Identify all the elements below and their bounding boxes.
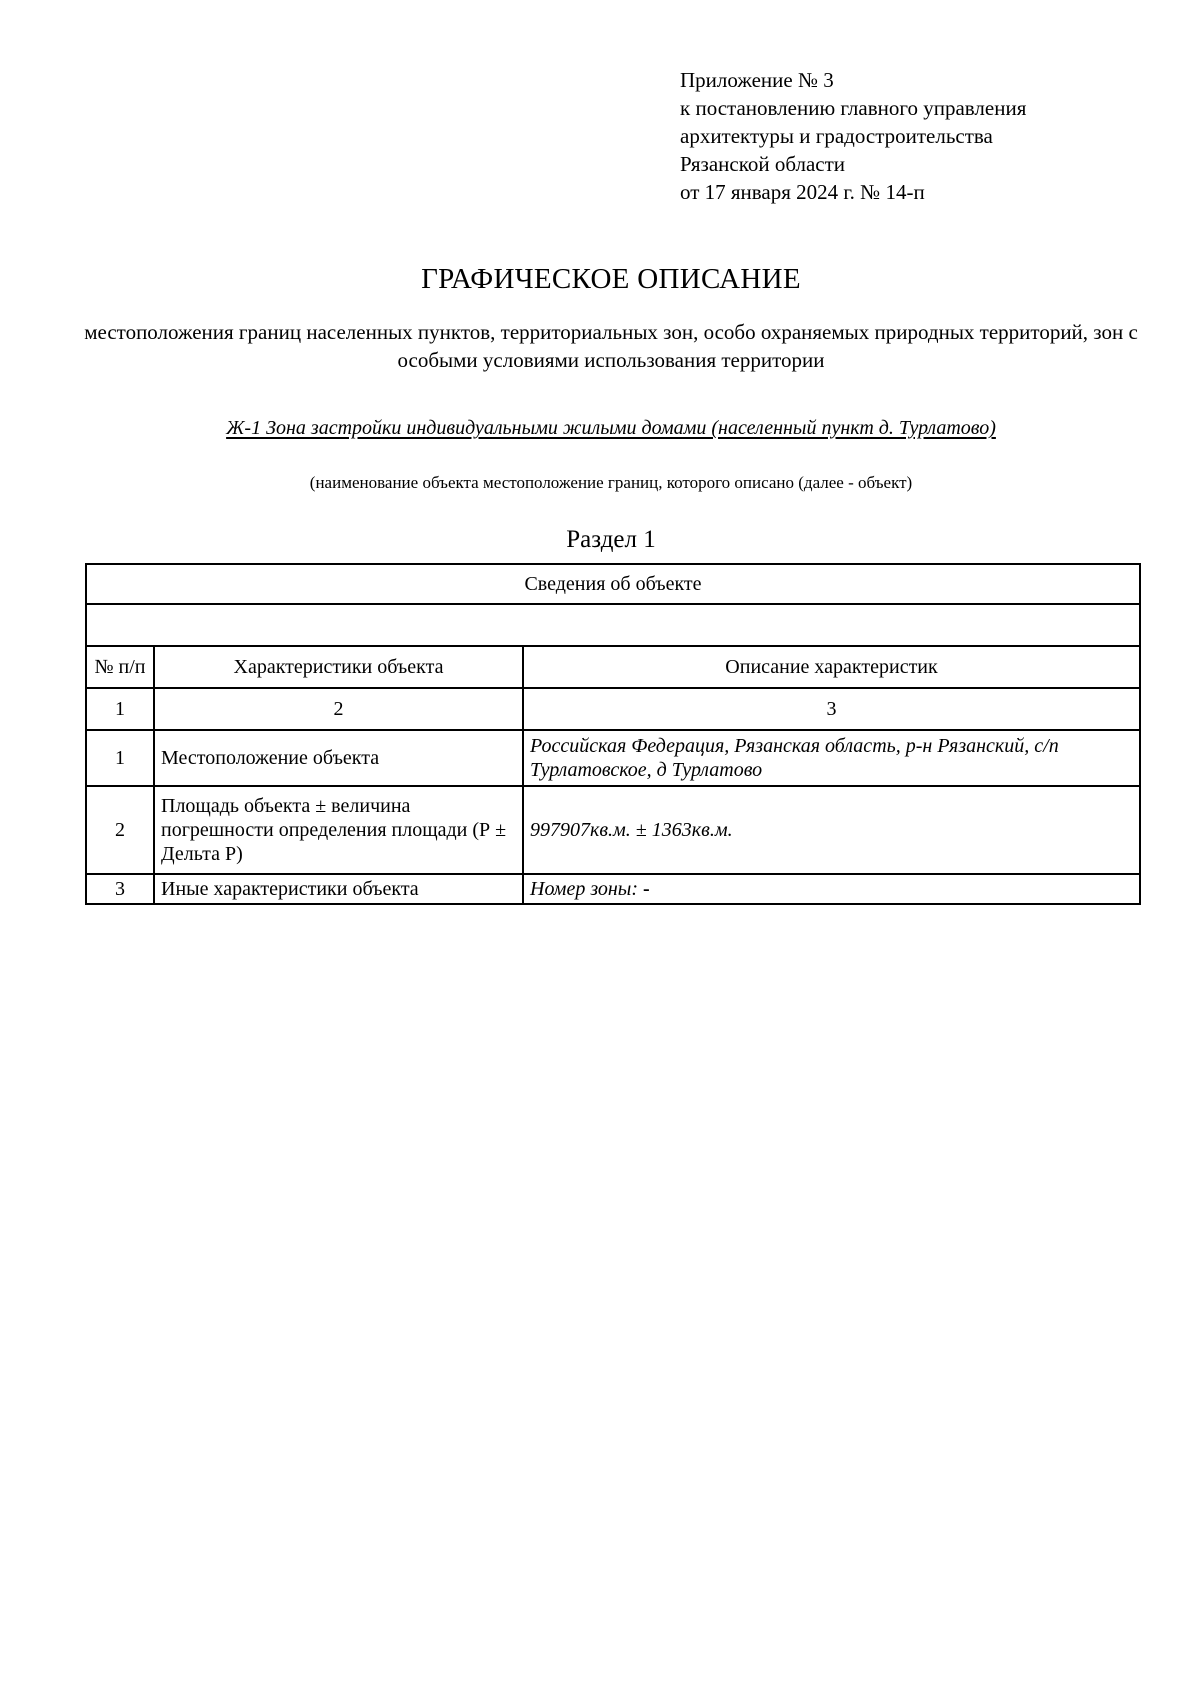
index-cell: 2: [154, 688, 523, 730]
header-cell-description: Описание характеристик: [523, 646, 1140, 688]
annex-line: архитектуры и градостроительства: [680, 124, 993, 148]
row-num: 2: [86, 786, 154, 874]
zone-number-value: -: [643, 878, 650, 900]
header-cell-characteristic: Характеристики объекта: [154, 646, 523, 688]
row-num: 3: [86, 874, 154, 904]
row-description: 997907кв.м. ± 1363кв.м.: [523, 786, 1140, 874]
table-row: [86, 730, 1140, 786]
row-description: Российская Федерация, Рязанская область, р-н Рязанский, с/п Турлатовское, д Турлатово: [523, 730, 1140, 786]
header-cell-num: № п/п: [86, 646, 154, 688]
object-caption: (наименование объекта местоположение границ, которого описано (далее - объект): [309, 473, 913, 492]
document-title: ГРАФИЧЕСКОЕ ОПИСАНИЕ: [421, 263, 801, 295]
row-characteristic: Площадь объекта ± величина погрешности определения площади (Р ± Дельта Р): [154, 786, 523, 874]
table-row: [86, 874, 1140, 904]
annex-line: к постановлению главного управления: [680, 96, 1027, 120]
annex-line: Приложение № 3: [680, 68, 834, 92]
object-info-table: [85, 563, 1141, 905]
row-characteristic: Местоположение объекта: [154, 730, 523, 786]
table-index-row: [86, 688, 1140, 730]
row-num: 1: [86, 730, 154, 786]
document-subtitle: местоположения границ населенных пунктов, территориальных зон, особо охраняемых природных территорий, зон с особыми условиями использования территории: [84, 320, 1138, 372]
table-empty-row: [86, 604, 1140, 646]
annex-header: [680, 66, 1026, 206]
index-cell: 3: [523, 688, 1140, 730]
table-empty-cell: [86, 604, 1140, 646]
row-characteristic: Иные характеристики объекта: [154, 874, 523, 904]
section-title: Раздел 1: [566, 526, 656, 553]
annex-line: от 17 января 2024 г. № 14-п: [680, 180, 925, 204]
table-caption: Сведения об объекте: [86, 564, 1140, 604]
table-header-row: [86, 646, 1140, 688]
annex-line: Рязанской области: [680, 152, 846, 176]
index-cell: 1: [86, 688, 154, 730]
table-row: [86, 786, 1140, 874]
row-description: [523, 874, 1140, 904]
zone-number-label: Номер зоны:: [530, 878, 643, 900]
object-name: Ж-1 Зона застройки индивидуальными жилыми домами (населенный пункт д. Турлатово): [226, 417, 996, 439]
table-caption-row: [86, 564, 1140, 604]
